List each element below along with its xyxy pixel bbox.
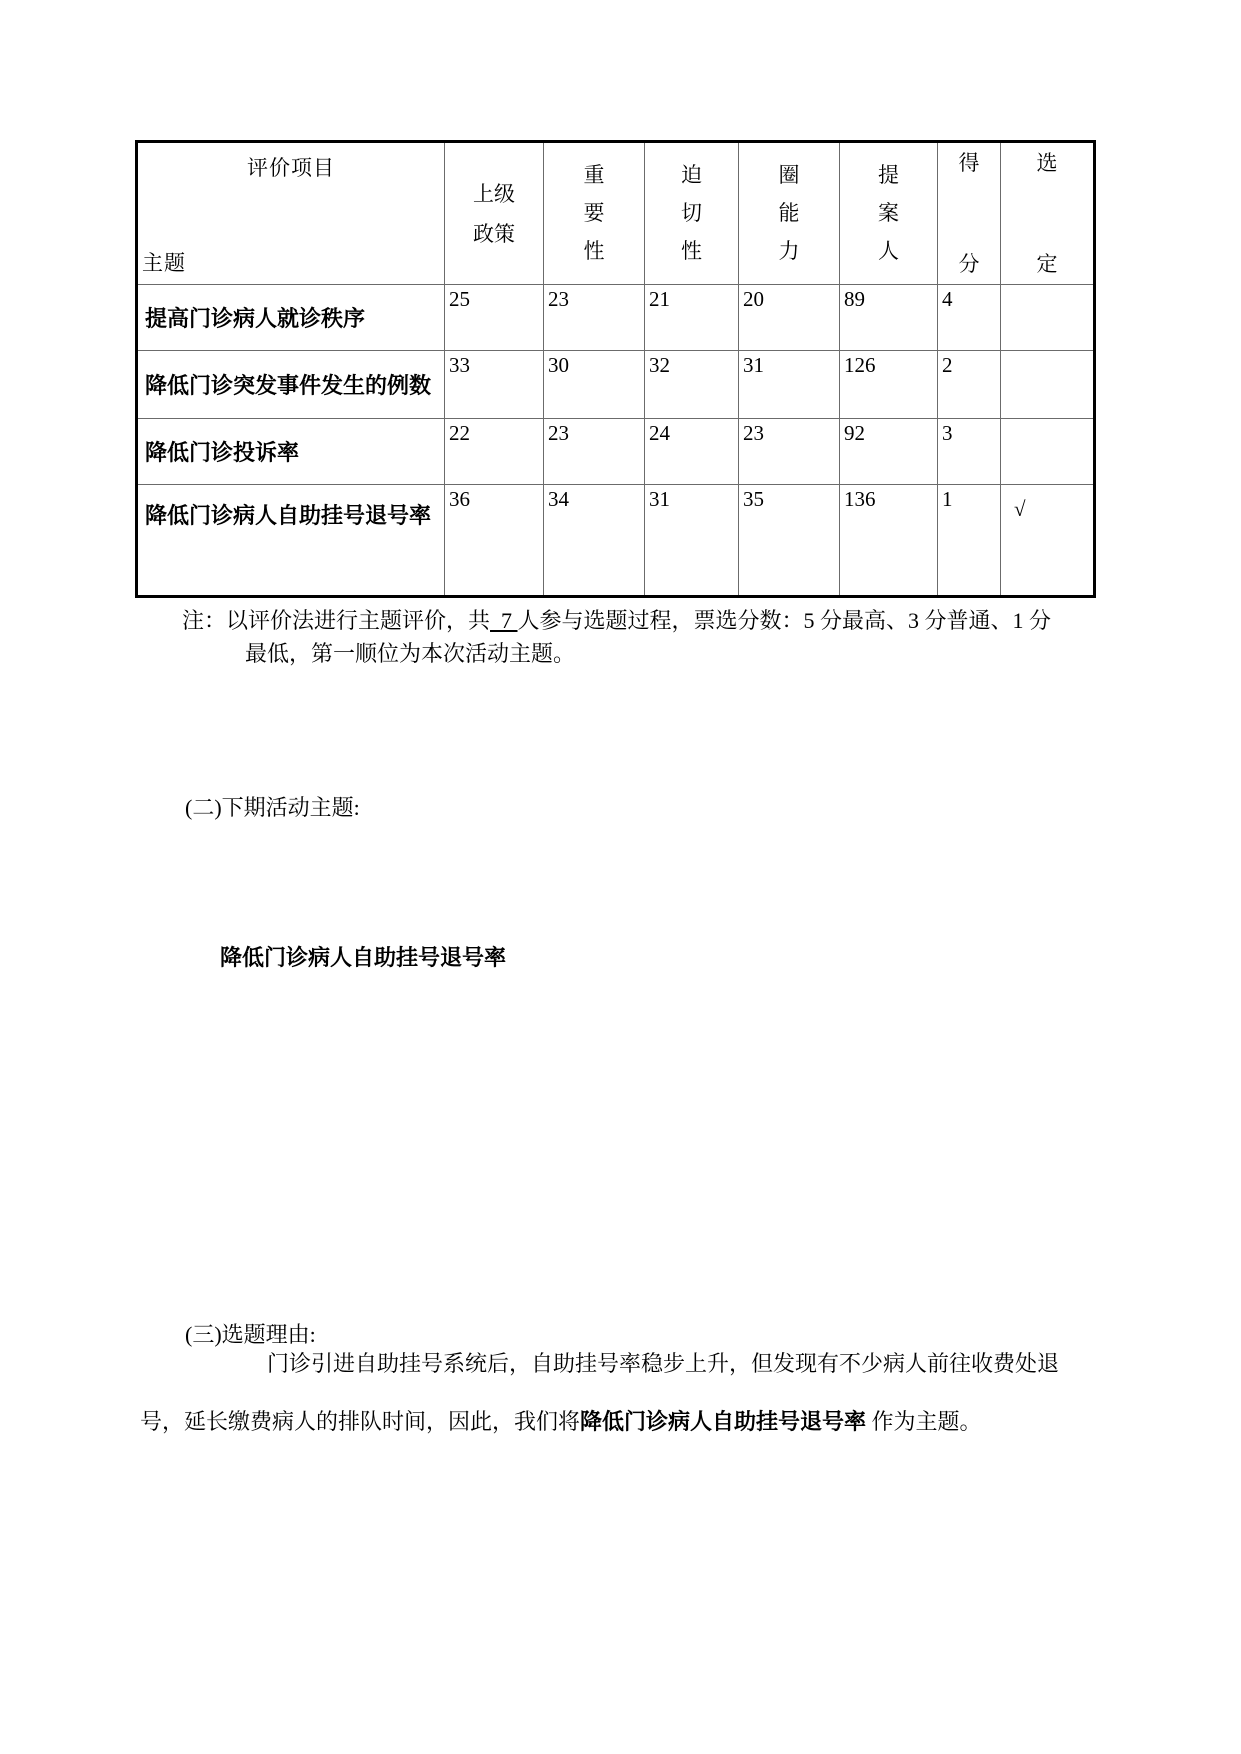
column-header-score: 得 分	[938, 142, 1001, 285]
theme-cell: 提高门诊病人就诊秩序	[137, 285, 445, 351]
selected-cell	[1001, 485, 1095, 597]
section3-heading: (三)选题理由:	[185, 1322, 316, 1347]
value-cell: 31	[645, 485, 739, 597]
selected-cell	[1001, 351, 1095, 419]
section2-heading: (二)下期活动主题:	[185, 795, 360, 820]
value-cell: 35	[739, 485, 840, 597]
score-cell: 2	[938, 351, 1001, 419]
theme-cell: 降低门诊病人自助挂号退号率	[137, 485, 445, 597]
note-suffix: 人参与选题过程，票选分数：5 分最高、3 分普通、1 分最低，第一顺位为本次活动主题。	[245, 608, 1052, 666]
value-cell: 92	[840, 419, 938, 485]
value-cell: 36	[445, 485, 544, 597]
table-row	[137, 419, 1095, 485]
corner-bottom-label: 主题	[142, 251, 186, 275]
corner-cell	[137, 142, 445, 285]
value-cell: 22	[445, 419, 544, 485]
value-cell: 30	[544, 351, 645, 419]
value-cell: 23	[739, 419, 840, 485]
note-text	[182, 604, 1062, 670]
column-header-importance: 重 要 性	[544, 142, 645, 285]
table-row	[137, 485, 1095, 597]
table-row	[137, 351, 1095, 419]
value-cell: 23	[544, 285, 645, 351]
value-cell: 33	[445, 351, 544, 419]
reason-text-end: 作为主题。	[866, 1409, 982, 1434]
value-cell: 23	[544, 419, 645, 485]
reason-theme-bold: 降低门诊病人自助挂号退号率	[580, 1409, 867, 1434]
column-header-circle-ability: 圈 能 力	[739, 142, 840, 285]
check-mark: √	[1014, 497, 1026, 521]
selected-cell	[1001, 285, 1095, 351]
reason-text-start: 门诊引进自助挂号系统后，自助挂号率稳步上升，但发现有不少病人前往收费处退号，延长缴费病人的排队时间，因此，我们将	[140, 1351, 1060, 1434]
value-cell: 20	[739, 285, 840, 351]
value-cell: 25	[445, 285, 544, 351]
value-cell: 89	[840, 285, 938, 351]
table-row	[137, 285, 1095, 351]
score-cell: 4	[938, 285, 1001, 351]
value-cell: 24	[645, 419, 739, 485]
note-prefix: 注：以评价法进行主题评价，共	[182, 608, 491, 633]
value-cell: 126	[840, 351, 938, 419]
selected-cell	[1001, 419, 1095, 485]
column-header-urgency: 迫 切 性	[645, 142, 739, 285]
reason-paragraph	[140, 1335, 1068, 1451]
next-activity-theme-title: 降低门诊病人自助挂号退号率	[220, 945, 507, 970]
column-header-selected: 选 定	[1001, 142, 1095, 285]
value-cell: 31	[739, 351, 840, 419]
value-cell: 136	[840, 485, 938, 597]
participant-count-underlined: 7	[490, 608, 518, 633]
corner-top-label: 评价项目	[247, 156, 335, 180]
value-cell: 21	[645, 285, 739, 351]
score-cell: 1	[938, 485, 1001, 597]
column-header-superior-policy: 上级政策	[445, 142, 544, 285]
theme-cell: 降低门诊突发事件发生的例数	[137, 351, 445, 419]
theme-cell: 降低门诊投诉率	[137, 419, 445, 485]
value-cell: 34	[544, 485, 645, 597]
table-header-row	[137, 142, 1095, 285]
column-header-proposer: 提 案 人	[840, 142, 938, 285]
score-cell: 3	[938, 419, 1001, 485]
value-cell: 32	[645, 351, 739, 419]
evaluation-table	[135, 140, 1096, 598]
